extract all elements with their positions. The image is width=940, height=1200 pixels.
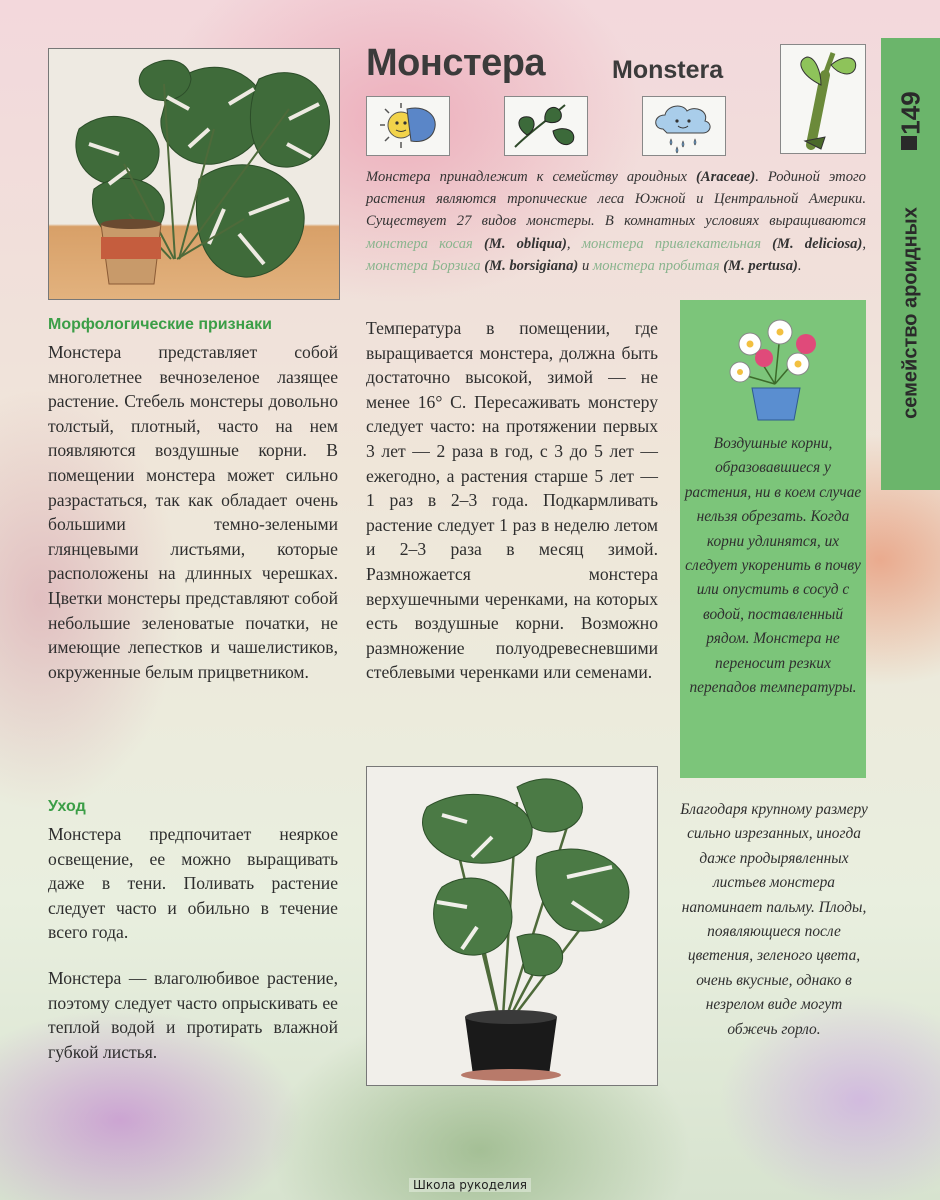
tab-marker-square	[901, 136, 917, 150]
page-number: 149	[895, 91, 925, 135]
air-roots-note-box	[680, 300, 866, 778]
care-text-2: Монстера — влаголюбивое растение, поэтому следует часто опрыскивать ее теплой водой и протирать влажной губкой листья.	[48, 968, 338, 1062]
cloud-rain-icon	[642, 96, 726, 156]
stem-cutting-icon	[780, 44, 866, 154]
section-label: семейство ароидных	[899, 207, 921, 419]
care-heading: Уход	[48, 798, 86, 815]
flower-pot-icon	[720, 304, 830, 424]
page-title: Монстера	[366, 42, 546, 84]
monstera-photo-large	[48, 48, 340, 300]
conditions-text: Температура в помещении, где выращивается монстера, должна быть достаточно высокой, зимой — не менее 16° С. Пересаживать монстеру следует часто: на протяжении первых 3 лет — 2 раза в год, с 3 до 5 лет — ежегодно, а растения старше 5 лет — 1 раз в 2–3 года. Подкармливать растение следует 1 раз в неделю летом и 2–3 раза в месяц зимой. Размножается монстера верхушечными черенками, на которых есть воздушные корни. Возможно размножение полуодревесневшими стеблевыми черенками или семенами.	[366, 318, 658, 683]
section-tab	[881, 38, 940, 490]
latin-title: Monstera	[612, 56, 724, 84]
morphology-text: Монстера представляет собой многолетнее вечнозеленое лазящее растение. Стебель монстеры довольно толстый, плотный, часто на нем появляются воздушные корни. В помещении монстера может сильно разрастаться, так как обладает очень большими темно-зелеными глянцевыми листьями, которые расположены на длинных черешках. Цветки монстеры представляют собой небольшие зеленоватые початки, не имеющие лепестков и чашелистиков, окруженные белым прицветником.	[48, 342, 338, 682]
leaf-pot-icon	[504, 96, 588, 156]
air-roots-note-text: Воздушные корни, образовавшиеся у растения, ни в коем случае нельзя обрезать. Когда корни удлинятся, их следует укоренить в почву или опустить в сосуд с водой, поставленный рядом. Монстера не переносит резких перепадов температуры.	[684, 435, 862, 697]
sun-partial-icon	[366, 96, 450, 156]
monstera-photo-small	[366, 766, 658, 1086]
footer-credit: Школа рукоделия	[0, 1178, 940, 1192]
intro-paragraph: Монстера принадлежит к семейству ароидных (Araceae). Родиной этого растения являются тропические леса Южной и Центральной Америки. Существует 27 видов монстеры. В комнатных условиях выращиваются монстера косая (M. obliqua), монстера привлекательная (M. deliciosa), монстера Борзига (M. borsigiana) и монстера пробитая (M. pertusa).	[366, 169, 866, 274]
morphology-heading: Морфологические признаки	[48, 316, 272, 333]
care-text-1: Монстера предпочитает неяркое освещение, ее можно выращивать даже в тени. Поливать растение следует часто и обильно в течение всего года.	[48, 824, 338, 943]
leaves-fruit-note: Благодаря крупному размеру сильно изрезанных, иногда даже продырявленных листьев монстера напоминает пальму. Плоды, появляющиеся после цветения, зеленого цвета, очень вкусные, однако в незрелом виде могут обжечь горло.	[680, 801, 868, 1038]
